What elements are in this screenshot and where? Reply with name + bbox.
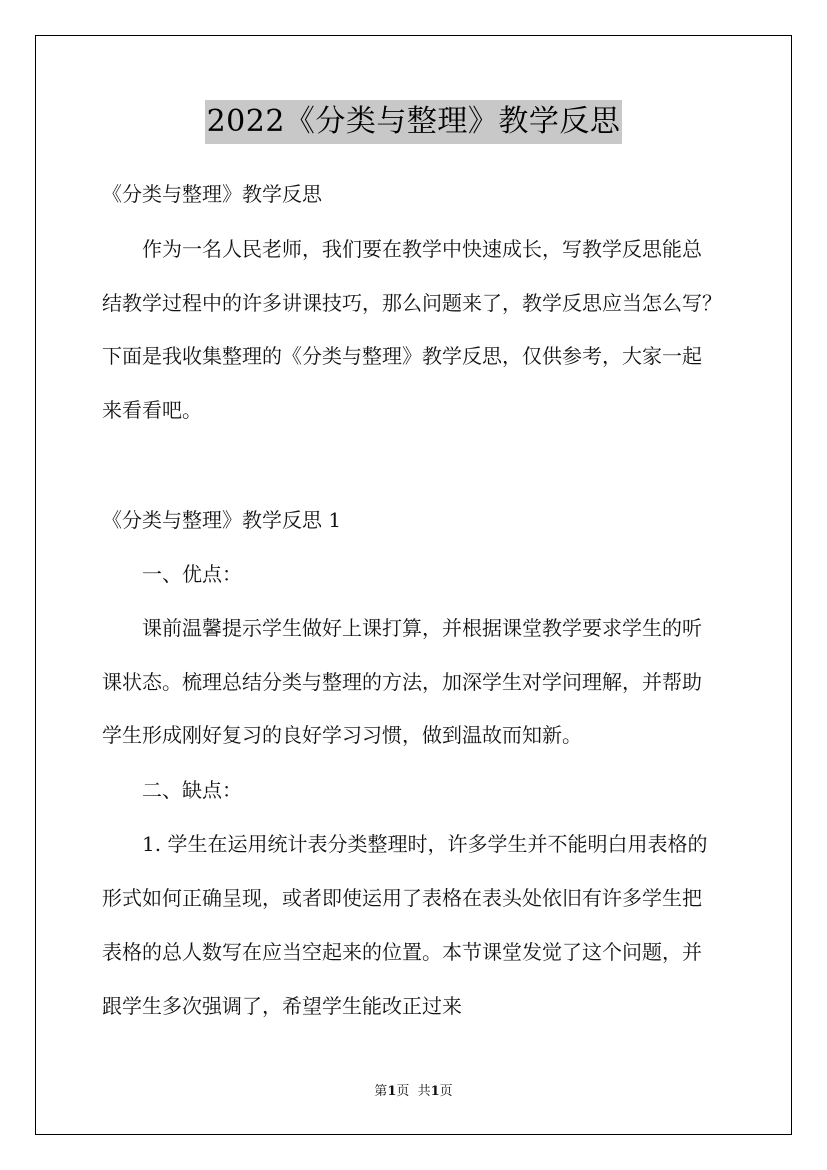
section-heading: 《分类与整理》教学反思 1: [102, 508, 342, 532]
document-title: 2022《分类与整理》教学反思: [205, 100, 623, 144]
intro-line-3: 下面是我收集整理的《分类与整理》教学反思，仅供参考，大家一起: [102, 344, 702, 368]
footer-mid: 页 共: [396, 1084, 431, 1099]
advantages-line-2: 课状态。梳理总结分类与整理的方法，加深学生对学问理解，并帮助: [102, 670, 702, 694]
disadvantages-line-3: 表格的总人数写在应当空起来的位置。本节课堂发觉了这个问题，并: [102, 940, 702, 964]
advantages-heading: 一、优点：: [142, 562, 242, 586]
intro-line-1: 作为一名人民老师，我们要在教学中快速成长，写教学反思能总: [142, 237, 702, 261]
disadvantages-line-2: 形式如何正确呈现，或者即使运用了表格在表头处依旧有许多学生把: [102, 886, 702, 910]
document-subtitle: 《分类与整理》教学反思: [102, 182, 322, 206]
intro-line-2: 结教学过程中的许多讲课技巧，那么问题来了，教学反思应当怎么写？: [102, 291, 722, 315]
footer-suffix: 页: [439, 1084, 453, 1099]
disadvantages-heading: 二、缺点：: [142, 778, 242, 802]
advantages-line-1: 课前温馨提示学生做好上课打算，并根据课堂教学要求学生的听: [142, 616, 702, 640]
footer-total-pages: 1: [430, 1084, 440, 1099]
page-footer: [0, 1084, 827, 1100]
footer-prefix: 第: [374, 1084, 388, 1099]
intro-line-4: 来看看吧。: [102, 398, 202, 422]
disadvantages-line-1: 1. 学生在运用统计表分类整理时，许多学生并不能明白用表格的: [142, 832, 708, 856]
footer-page-number: 1: [387, 1084, 397, 1099]
title-container: [0, 100, 827, 144]
advantages-line-3: 学生形成刚好复习的良好学习习惯，做到温故而知新。: [102, 723, 582, 747]
disadvantages-line-4: 跟学生多次强调了，希望学生能改正过来: [102, 994, 462, 1018]
